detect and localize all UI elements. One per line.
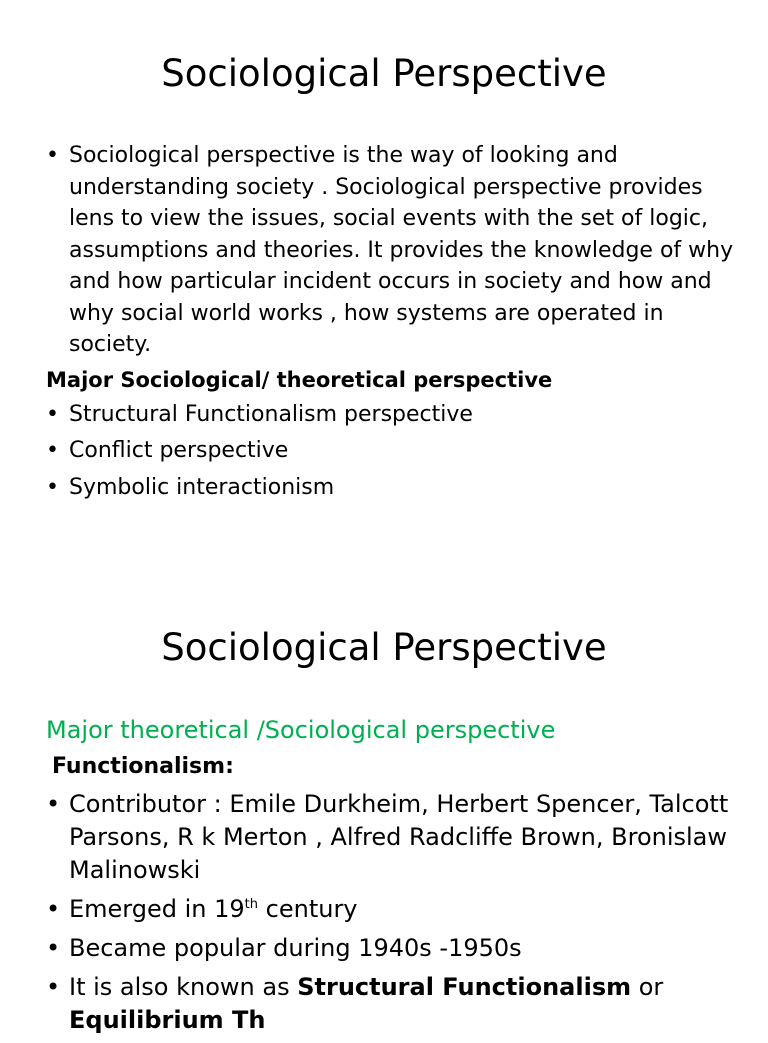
perspective-structural-functionalism: Structural Functionalism perspective — [69, 401, 473, 427]
known-suffix: or — [631, 973, 664, 1001]
intro-list — [46, 140, 736, 361]
popular-text: Became popular during 1940s -1950s — [69, 934, 522, 962]
major-perspectives-heading: Major Sociological/ theoretical perspective — [46, 367, 553, 392]
perspectives-list — [46, 399, 736, 504]
list-item — [46, 435, 736, 467]
contributor-text: Contributor : Emile Durkheim, Herbert Spencer, Talcott Parsons, R k Merton , Alfred Radcliffe Brown, Bronislaw Malinowski — [69, 790, 729, 884]
bullet-icon: • — [46, 474, 59, 500]
list-item — [46, 893, 736, 926]
list-item — [46, 140, 736, 361]
bullet-icon: • — [46, 895, 61, 923]
list-item — [46, 399, 736, 431]
functionalism-list — [46, 788, 736, 1037]
bullet-icon: • — [46, 790, 61, 818]
list-item — [46, 932, 736, 965]
bullet-icon: • — [46, 143, 59, 168]
slide-2 — [0, 576, 768, 1034]
known-prefix: It is also known as — [69, 973, 298, 1001]
bullet-icon: • — [46, 934, 61, 962]
major-theoretical-heading: Major theoretical /Sociological perspective — [46, 716, 556, 744]
emerged-prefix: Emerged in 19 — [69, 895, 245, 923]
emerged-superscript: th — [244, 897, 259, 912]
intro-text: Sociological perspective is the way of looking and understanding society . Sociological perspective provides lens to view the issues, social events with the set of logic, assumptions and theories. It provides the knowledge of why and how particular incident occurs in society and how and why social world works , how systems are operated in society. — [69, 143, 734, 357]
bullet-icon: • — [46, 401, 59, 427]
functionalism-heading: Functionalism: — [52, 754, 234, 779]
perspective-symbolic-interactionism: Symbolic interactionism — [69, 474, 335, 500]
list-item — [46, 788, 736, 887]
perspective-conflict: Conflict perspective — [69, 438, 289, 463]
known-bold: Structural Functionalism — [297, 973, 632, 1001]
known-cutoff: Equilibrium Th — [69, 1006, 266, 1034]
bullet-icon: • — [46, 438, 59, 463]
slide-2-title: Sociological Perspective — [161, 626, 607, 669]
slide-2-content — [46, 714, 736, 1043]
emerged-suffix: century — [258, 895, 358, 923]
slide-1-title: Sociological Perspective — [161, 52, 607, 95]
slide-1-content — [46, 140, 736, 503]
list-item — [46, 971, 736, 1037]
list-item — [46, 472, 736, 504]
bullet-icon: • — [46, 973, 61, 1001]
